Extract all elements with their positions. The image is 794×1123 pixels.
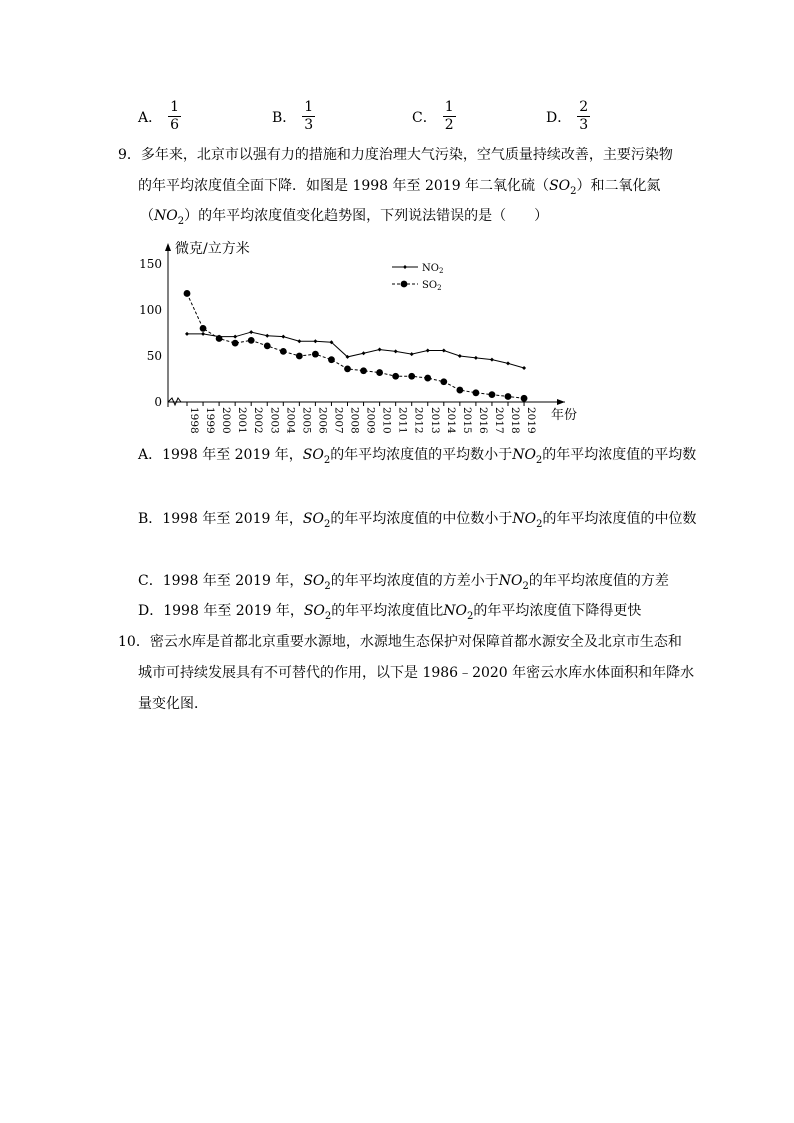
so2-point: [473, 389, 480, 396]
no2-point: [313, 339, 317, 343]
x-tick-label: 2016: [476, 407, 489, 434]
no2-point: [442, 348, 446, 352]
so2-point: [216, 335, 223, 342]
so2-point: [280, 348, 287, 355]
so2-point: [200, 325, 207, 332]
x-tick-label: 2018: [509, 407, 521, 434]
so2-point: [184, 290, 191, 297]
q9-option-a: A．1998 年至 2019 年，$SO_2$的年平均浓度值的平均数小于$NO_2$的年平均浓度值的平均数: [138, 447, 697, 466]
y-tick-label: 100: [139, 303, 162, 317]
x-tick-label: 2002: [252, 407, 265, 434]
x-tick-label: 2019: [525, 407, 538, 434]
y-tick-label: 0: [154, 395, 162, 409]
x-tick-label: 2013: [428, 407, 441, 434]
x-tick-label: 2005: [300, 407, 313, 434]
so2-point: [440, 378, 447, 385]
x-tick-label: 2000: [220, 407, 233, 434]
option-a: [138, 100, 181, 133]
fraction: $\frac{1}{6}$: [170, 99, 180, 133]
no2-point: [506, 361, 510, 365]
no2-point: [522, 366, 526, 370]
option-letter: A．: [138, 109, 163, 126]
so2-point: [424, 375, 431, 382]
q9-option-d: D．1998 年至 2019 年，$SO_2$的年平均浓度值比$NO_2$的年平均浓度值下降得更快: [138, 603, 642, 622]
x-tick-label: 2011: [396, 407, 409, 434]
so2-point: [521, 395, 528, 402]
no2-point: [490, 358, 494, 362]
series-line-so2: [187, 293, 524, 398]
legend-label-so2: $SO_2$: [422, 280, 442, 292]
no2-point: [426, 348, 430, 352]
y-tick-label: 150: [139, 257, 162, 271]
so2-point: [296, 353, 303, 360]
option-c: [412, 100, 456, 133]
option-d: [546, 100, 590, 133]
x-tick-label: 1998: [188, 407, 200, 434]
no2-point: [362, 351, 366, 355]
no2-point: [410, 352, 414, 356]
q9-line-1: 9．多年来，北京市以强有力的措施和力度治理大气污染，空气质量持续改善，主要污染物: [118, 147, 673, 163]
x-tick-label: 2012: [412, 407, 425, 434]
q10-line-3: 量变化图．: [138, 696, 208, 712]
no2-point: [201, 332, 205, 336]
no2-point: [265, 334, 269, 338]
x-axis-arrow: [557, 399, 565, 405]
no2-point: [394, 349, 398, 353]
q10-number: 10．: [118, 634, 150, 650]
option-b: [272, 100, 315, 133]
option-letter: B．: [272, 109, 297, 126]
legend-marker-so2: [401, 281, 408, 288]
no2-point: [378, 348, 382, 352]
x-tick-label: 2006: [316, 407, 329, 434]
fraction: $\frac{2}{3}$: [579, 99, 589, 133]
no2-point: [185, 332, 189, 336]
so2-point: [328, 356, 335, 363]
x-tick-label: 2015: [460, 407, 473, 434]
x-tick-label: 2004: [284, 407, 297, 434]
y-axis-arrow: [165, 243, 171, 251]
so2-point: [376, 369, 383, 376]
x-axis-label: 年份: [551, 408, 578, 423]
so2-point: [489, 391, 496, 398]
no2-point: [458, 354, 462, 358]
no2-point: [281, 335, 285, 339]
legend-label-no2: $NO_2$: [422, 263, 444, 275]
fraction: $\frac{1}{3}$: [304, 99, 314, 133]
x-tick-label: 2001: [236, 407, 249, 434]
q9-line-2: 的年平均浓度值全面下降．如图是 1998 年至 2019 年二氧化硫$(SO_2)$和二氧化氮: [138, 178, 661, 197]
so2-point: [456, 387, 463, 394]
so2-point: [505, 393, 512, 400]
q10-line-1: 10．密云水库是首都北京重要水源地，水源地生态保护对保障首都水源安全及北京市生态和: [118, 634, 682, 650]
no2-point: [249, 330, 253, 334]
option-letter: D．: [546, 109, 572, 126]
so2-point: [360, 367, 367, 374]
x-tick-label: 2014: [444, 407, 457, 434]
x-tick-label: 2009: [364, 407, 377, 434]
q9-option-b: B．1998 年至 2019 年，$SO_2$的年平均浓度值的中位数小于$NO_2$的年平均浓度值的中位数: [138, 511, 697, 530]
q10-line-2: 城市可持续发展具有不可替代的作用，以下是 1986﹣2020 年密云水库水体面积和年降水: [138, 665, 695, 681]
legend-marker-no2: [403, 265, 407, 269]
so2-point: [264, 342, 271, 349]
no2-point: [297, 339, 301, 343]
x-tick-label: 2017: [492, 407, 505, 434]
x-tick-label: 2003: [268, 407, 281, 434]
q9-line-3: $(NO_2)$的年平均浓度值变化趋势图，下列说法错误的是（ ）: [140, 208, 549, 227]
concentration-chart: [135, 235, 585, 435]
x-tick-label: 2010: [380, 407, 393, 434]
x-tick-label: 1999: [204, 407, 217, 434]
x-tick-label: 2008: [348, 407, 361, 434]
no2-point: [474, 356, 478, 360]
so2-point: [232, 340, 239, 347]
so2-point: [344, 365, 351, 372]
x-tick-label: 2007: [332, 407, 345, 434]
y-tick-label: 50: [146, 349, 162, 363]
so2-point: [392, 373, 399, 380]
y-axis-label: 微克/立方米: [175, 241, 250, 257]
so2-point: [312, 351, 319, 358]
so2-point: [408, 373, 415, 380]
option-letter: C．: [412, 109, 437, 126]
q9-number: 9．: [118, 147, 141, 163]
series-line-no2: [187, 332, 524, 368]
q9-option-c: C．1998 年至 2019 年，$SO_2$的年平均浓度值的方差小于$NO_2$的年平均浓度值的方差: [138, 573, 669, 592]
so2-point: [248, 337, 255, 344]
no2-point: [233, 335, 237, 339]
fraction: $\frac{1}{2}$: [444, 99, 454, 133]
